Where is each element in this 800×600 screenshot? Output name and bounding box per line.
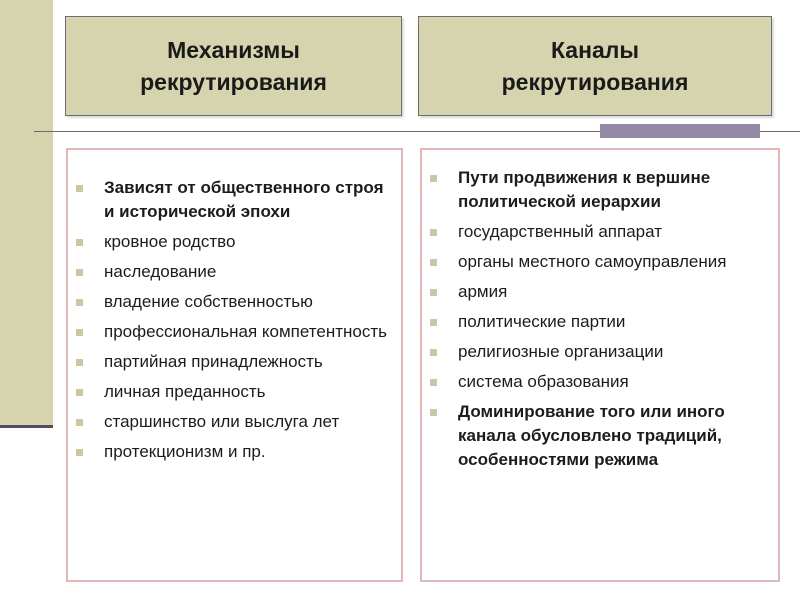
square-bullet-icon [430, 319, 437, 326]
square-bullet-icon [76, 389, 83, 396]
list-item [428, 250, 772, 274]
list-item-text: старшинство или выслуга лет [104, 412, 340, 431]
header-mechanisms-title: Механизмы рекрутирования [140, 37, 327, 95]
square-bullet-icon [76, 329, 83, 336]
list-item [428, 370, 772, 394]
square-bullet-icon [430, 229, 437, 236]
list-item-text: протекционизм и пр. [104, 442, 266, 461]
channels-panel [420, 148, 780, 582]
header-mechanisms [65, 16, 402, 116]
list-item-text: политические партии [458, 312, 626, 331]
square-bullet-icon [430, 409, 437, 416]
list-item-text: личная преданность [104, 382, 266, 401]
list-item [74, 440, 395, 464]
list-item-text: наследование [104, 262, 217, 281]
square-bullet-icon [430, 379, 437, 386]
list-item-text: армия [458, 282, 508, 301]
list-item-text: Доминирование того или иного канала обусловлено традиций, особенностями режима [458, 402, 725, 469]
square-bullet-icon [76, 449, 83, 456]
square-bullet-icon [76, 185, 83, 192]
list-item-text: владение собственностью [104, 292, 313, 311]
square-bullet-icon [430, 349, 437, 356]
list-item [74, 410, 395, 434]
square-bullet-icon [76, 419, 83, 426]
accent-block [600, 124, 760, 138]
list-item [74, 290, 395, 314]
header-channels [418, 16, 772, 116]
list-item-text: органы местного самоуправления [458, 252, 727, 271]
list-item [74, 350, 395, 374]
square-bullet-icon [430, 175, 437, 182]
channels-list [428, 166, 772, 478]
list-item [74, 380, 395, 404]
list-item [428, 220, 772, 244]
list-item-text: Пути продвижения к вершине политической иерархии [458, 168, 711, 211]
list-item-text: кровное родство [104, 232, 236, 251]
list-item-text: Зависят от общественного строя и исторической эпохи [104, 178, 384, 221]
mechanisms-panel [66, 148, 403, 582]
list-item-text: партийная принадлежность [104, 352, 323, 371]
list-item [428, 280, 772, 304]
header-channels-title: Каналы рекрутирования [501, 37, 689, 95]
list-item-text: государственный аппарат [458, 222, 662, 241]
list-item [74, 320, 395, 344]
square-bullet-icon [430, 289, 437, 296]
list-item [428, 340, 772, 364]
list-item [74, 260, 395, 284]
list-item [74, 230, 395, 254]
square-bullet-icon [76, 269, 83, 276]
left-decorative-bar [0, 0, 53, 425]
square-bullet-icon [76, 359, 83, 366]
square-bullet-icon [76, 239, 83, 246]
square-bullet-icon [430, 259, 437, 266]
left-bar-underline [0, 425, 53, 428]
square-bullet-icon [76, 299, 83, 306]
list-item-text: религиозные организации [458, 342, 664, 361]
list-item [428, 166, 772, 214]
mechanisms-list [74, 176, 395, 470]
list-item [428, 400, 772, 472]
list-item [74, 176, 395, 224]
list-item-text: система образования [458, 372, 629, 391]
list-item-text: профессиональная компетентность [104, 322, 387, 341]
list-item [428, 310, 772, 334]
